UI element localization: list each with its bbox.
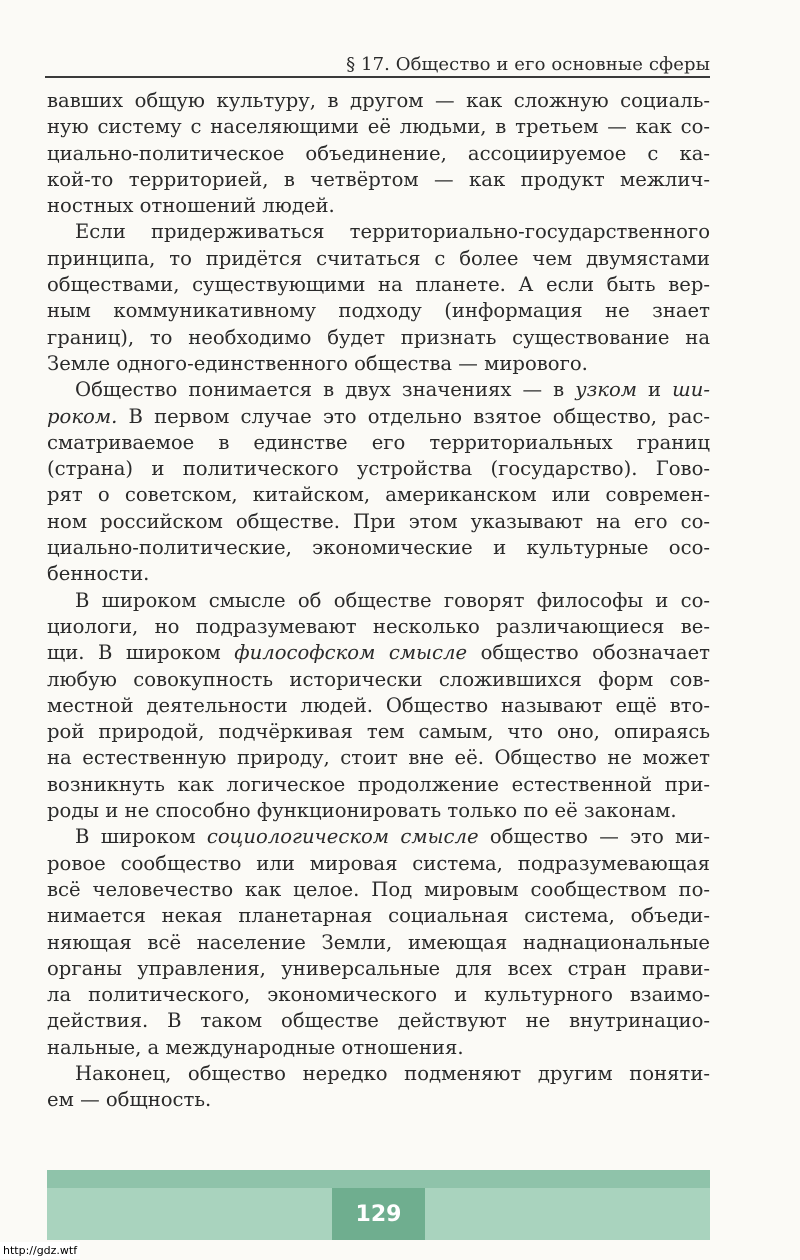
text-line — [47, 88, 710, 114]
text-line — [47, 1008, 710, 1034]
text-line — [47, 745, 710, 771]
paragraph — [47, 1061, 710, 1114]
text-run: ном российском обществе. При этом указывают на его со- — [47, 509, 710, 533]
footer-band — [47, 1170, 710, 1188]
page-number: 129 — [332, 1188, 425, 1240]
text-run: общество — это ми- — [478, 825, 710, 849]
text-run: ностных отношений людей. — [47, 194, 335, 218]
text-run: рят о советском, китайском, американском или современ- — [47, 483, 710, 507]
running-header — [45, 52, 710, 78]
footer-decor-right — [425, 1188, 710, 1240]
text-run: возникнуть как логическое продолжение естественной при- — [47, 772, 710, 796]
text-line — [47, 982, 710, 1008]
text-run: границ), то необходимо будет признать существование на — [47, 325, 710, 349]
text-line — [47, 193, 710, 219]
italic-term: социологическом смысле — [206, 825, 479, 849]
text-run: Земле одного-единственного общества — мирового. — [47, 351, 588, 375]
text-run: В первом случае это отдельно взятое общество, рас- — [117, 404, 710, 428]
text-run: ровое сообщество или мировая система, подразумевающая — [47, 851, 710, 875]
text-line — [47, 114, 710, 140]
text-run: принципа, то придётся считаться с более чем двумястами — [47, 246, 710, 270]
text-run: (страна) и политического устройства (государство). Гово- — [47, 457, 710, 481]
text-line — [47, 798, 710, 824]
text-line — [47, 298, 710, 324]
text-line — [47, 482, 710, 508]
text-run: роды и не способно функционировать только по её законам. — [47, 799, 677, 823]
text-run: сматриваемое в единстве его территориальных границ — [47, 430, 710, 454]
text-run: действия. В таком обществе действуют не внутринацио- — [47, 1009, 710, 1033]
text-line — [47, 667, 710, 693]
italic-term: философском смысле — [234, 641, 468, 665]
text-run: циально-политические, экономические и культурные осо- — [47, 536, 710, 560]
text-line — [47, 456, 710, 482]
text-line — [47, 851, 710, 877]
paragraph — [47, 588, 710, 825]
paragraph — [47, 219, 710, 377]
text-line — [47, 509, 710, 535]
text-line — [47, 272, 710, 298]
text-run: циологи, но подразумевают несколько различающиеся ве- — [47, 614, 710, 638]
text-line — [47, 325, 710, 351]
text-line — [47, 588, 710, 614]
text-run: любую совокупность исторически сложившихся форм сов- — [47, 667, 710, 691]
text-run: ем — общность. — [47, 1088, 212, 1112]
text-line — [47, 535, 710, 561]
text-run: В широком — [75, 825, 207, 849]
text-line — [47, 404, 710, 430]
text-run: вавших общую культуру, в другом — как сложную социаль- — [47, 89, 710, 112]
text-line — [47, 1087, 710, 1113]
text-line — [47, 167, 710, 193]
text-line — [47, 219, 710, 245]
text-run: рой природой, подчёркивая тем самым, что оно, опираясь — [47, 720, 710, 744]
text-line — [47, 377, 710, 403]
paragraph — [47, 824, 710, 1061]
text-line — [47, 640, 710, 666]
text-run: В широком смысле об обществе говорят философы и со- — [75, 588, 710, 612]
text-run: ную систему с населяющими её людьми, в третьем — как со- — [47, 115, 710, 139]
text-run: циально-политическое объединение, ассоциируемое с ка- — [47, 141, 710, 165]
italic-term: узком — [575, 378, 637, 402]
text-run: всё человечество как целое. Под мировым сообществом по- — [47, 877, 710, 901]
paragraph — [47, 88, 710, 219]
section-title: § 17. Общество и его основные сферы — [346, 54, 710, 75]
text-run: местной деятельности людей. Общество называют ещё вто- — [47, 693, 710, 717]
text-run: Наконец, общество нередко подменяют другим поняти- — [75, 1061, 710, 1085]
text-run: и — [637, 378, 673, 402]
text-run: Если придерживаться территориально-государственного — [75, 220, 710, 244]
text-line — [47, 1035, 710, 1061]
text-run: нальные, а международные отношения. — [47, 1035, 464, 1059]
text-run: ла политического, экономического и культурного взаимо- — [47, 983, 710, 1007]
text-run: на естественную природу, стоит вне её. Общество не может — [47, 746, 710, 770]
text-line — [47, 614, 710, 640]
text-run: бенности. — [47, 562, 150, 586]
italic-term: роком. — [47, 404, 118, 428]
text-line — [47, 1061, 710, 1087]
footer-decor-left — [47, 1188, 332, 1240]
text-line — [47, 719, 710, 745]
text-run: ным коммуникативному подходу (информация не знает — [47, 299, 710, 323]
text-line — [47, 693, 710, 719]
text-line — [47, 430, 710, 456]
source-watermark: http://gdz.wtf — [0, 1242, 80, 1259]
text-line — [47, 561, 710, 587]
text-line — [47, 930, 710, 956]
text-line — [47, 824, 710, 850]
text-run: нимается некая планетарная социальная система, объеди- — [47, 904, 710, 928]
paragraph — [47, 377, 710, 587]
text-line — [47, 141, 710, 167]
text-run: няющая всё население Земли, имеющая наднациональные — [47, 930, 710, 954]
text-run: Общество понимается в двух значениях — в — [75, 378, 576, 402]
text-line — [47, 246, 710, 272]
text-run: органы управления, универсальные для всех стран прави- — [47, 956, 710, 980]
body-text — [47, 88, 710, 1114]
text-line — [47, 903, 710, 929]
text-line — [47, 772, 710, 798]
text-line — [47, 351, 710, 377]
text-run: щи. В широком — [47, 641, 235, 665]
italic-term: ши- — [672, 378, 710, 402]
text-run: обществами, существующими на планете. А если быть вер- — [47, 273, 710, 297]
text-line — [47, 956, 710, 982]
text-line — [47, 877, 710, 903]
text-run: кой-то территорией, в четвёртом — как продукт межлич- — [47, 167, 710, 191]
text-run: общество обозначает — [467, 641, 710, 665]
